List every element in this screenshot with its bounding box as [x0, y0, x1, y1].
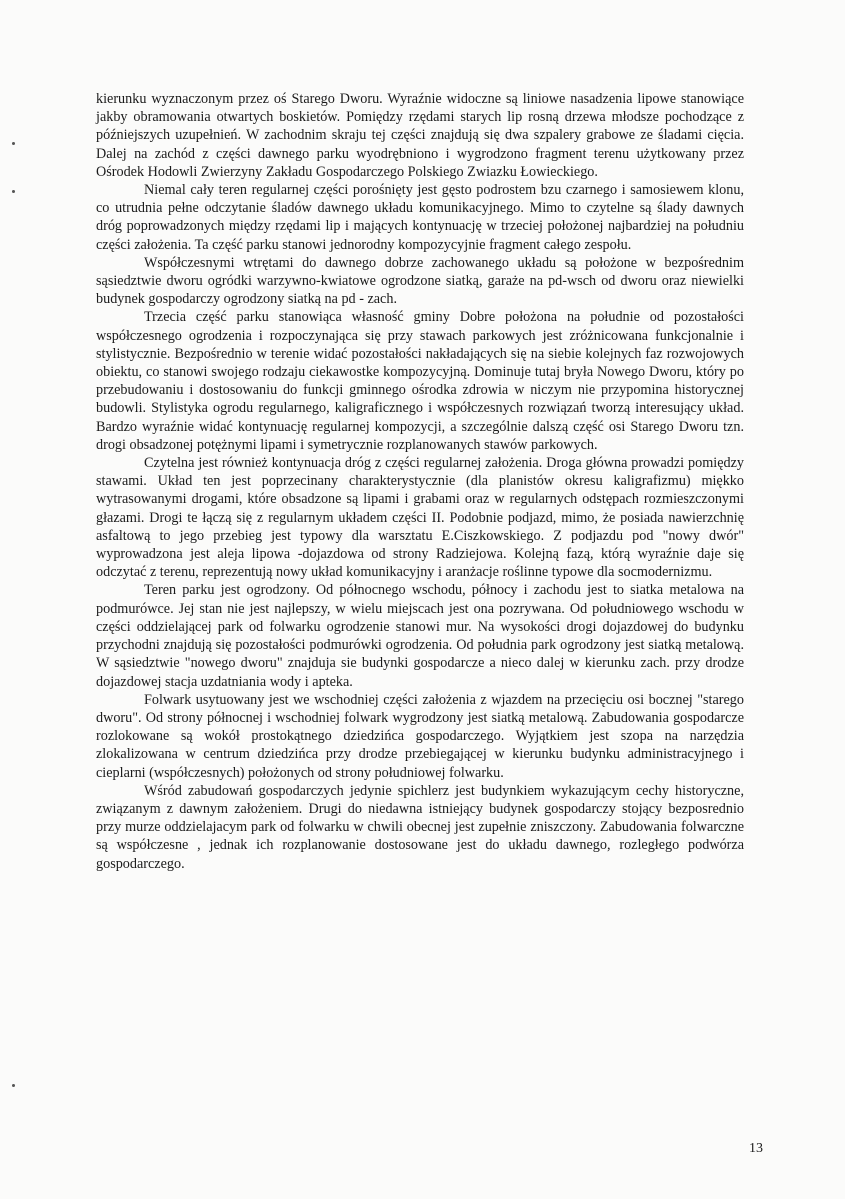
paragraph: Trzecia część parku stanowiąca własność gminy Dobre położona na południe od pozostałości współczesnego ogrodzenia i rozpoczynająca się przy stawach parkowych jest zróżnicowana funkcjonalnie i stylistycznie. Bezpośrednio w terenie widać pozostałości nakładających się na siebie kolejnych faz rozwojowych obiektu, co stanowi swojego rodzaju ciekawostke kompozycyjną. Dominuje tutaj bryła Nowego Dworu, który po przebudowaniu i dostosowaniu do funkcji gminnego ośrodka zdrowia w niczym nie przypomina historycznej budowli. Stylistyka ogrodu regularnego, kaligraficznego i współczesnych rozwiązań tworzą interesujący układ. Bardzo wyraźnie widać kontynuację regularnej kompozycji, a szczególnie dalszą część osi Starego Dworu tzn. drogi obsadzonej potężnymi lipami i symetrycznie rozplanowanych stawów parkowych.	[96, 309, 744, 453]
margin-dot	[12, 1084, 15, 1087]
page-number: 13	[749, 1141, 763, 1156]
margin-dot	[12, 190, 15, 193]
paragraph: Niemal cały teren regularnej części porośnięty jest gęsto podrostem bzu czarnego i samosiewem klonu, co utrudnia pełne odczytanie śladów dawnego układu komunikacyjnego. Mimo to czytelne są ślady dawnych dróg poprowadzonych między rzędami lip i mających kontynuację w trzeciej położonej najbardziej na południu części założenia. Ta część parku stanowi jednorodny kompozycyjnie fragment całego zespołu.	[96, 182, 744, 253]
body-text	[96, 90, 744, 873]
paragraph: Współczesnymi wtrętami do dawnego dobrze zachowanego układu są położone w bezpośrednim sąsiedztwie dworu ogródki warzywno-kwiatowe ogrodzone siatką, garaże na pd-wsch od dworu oraz niewielki budynek gospodarczy ogrodzony siatką na pd - zach.	[96, 254, 744, 308]
paragraph: Folwark usytuowany jest we wschodniej części założenia z wjazdem na przecięciu osi bocznej "starego dworu". Od strony północnej i wschodniej folwark wygrodzony jest siatką metalową. Zabudowania gospodarcze rozlokowane są wokół prostokątnego dziedzińca gospodarczego. Wyjątkiem jest szopa na narzędzia zlokalizowana w centrum dziedzińca przy drodze przebiegającej w kierunku budynku administracyjnego i cieplarni (współczesnych) położonych od strony południowej folwarku.	[96, 691, 744, 781]
paragraph: Wśród zabudowań gospodarczych jedynie spichlerz jest budynkiem wykazującym cechy historyczne, związanym z dawnym założeniem. Drugi do niedawna istniejący budynek gospodarczy stojący bezposrednio przy murze oddzielajacym park od folwarku w chwili obecnej jest zupełnie zniszczony. Zabudowania folwarczne są współczesne , jednak ich rozplanowanie dostosowane jest do układu dawnego, rozległego podwórza gospodarczego.	[96, 782, 744, 872]
margin-dot	[12, 142, 15, 145]
paragraph: kierunku wyznaczonym przez oś Starego Dworu. Wyraźnie widoczne są liniowe nasadzenia lipowe stanowiące jakby obramowania otwartych boskietów. Pomiędzy rzędami starych lip rosną drzewa młodsze pochodzące z późniejszych uzupełnień. W zachodnim skraju tej części znajdują się dwa szpalery grabowe ze śladami cięcia. Dalej na zachód z części dawnego parku wyodrębniono i wygrodzono fragment terenu użytkowany przez Ośrodek Hodowli Zwierzyny Zakładu Gospodarczego Polskiego Zwiazku Łowieckiego.	[96, 91, 744, 180]
paragraph: Czytelna jest również kontynuacja dróg z części regularnej założenia. Droga główna prowadzi pomiędzy stawami. Układ ten jest poprzecinany charakterystycznie (dla planistów okresu kaligrafizmu) miękko wytrasowanymi drogami, które obsadzone są lipami i grabami oraz w regularnych odstępach rozmieszczonymi głazami. Drogi te łączą się z regularnym układem części II. Podobnie podjazd, mimo, że posiada nawierzchnię asfaltową to jego przebieg jest typowy dla warsztatu E.Ciszkowskiego. Z podjazdu pod "nowy dwór" wyprowadzona jest aleja lipowa -dojazdowa od strony Radziejowa. Kolejną fazą, którą wyraźnie daje się odczytać z terenu, reprezentują nowy układ komunikacyjny i aranżacje roślinne typowe dla socmodernizmu.	[96, 455, 744, 581]
paragraph: Teren parku jest ogrodzony. Od północnego wschodu, północy i zachodu jest to siatka metalowa na podmurówce. Jej stan nie jest najlepszy, w wielu miejscach jest ona pozrywana. Od południowego wschodu w części oddzielającej park od folwarku ogrodzenie stanowi mur. Na wysokości drogi dojazdowej do budynku przychodni znajdują się pozostałości podmurówki ogrodzenia. Od południa park ogrodzony jest siatką metalową. W sąsiedztwie "nowego dworu" znajduja sie budynki gospodarcze a nieco dalej w kierunku zach. przy drodze dojazdowej stacja uzdatniania wody i apteka.	[96, 582, 744, 690]
